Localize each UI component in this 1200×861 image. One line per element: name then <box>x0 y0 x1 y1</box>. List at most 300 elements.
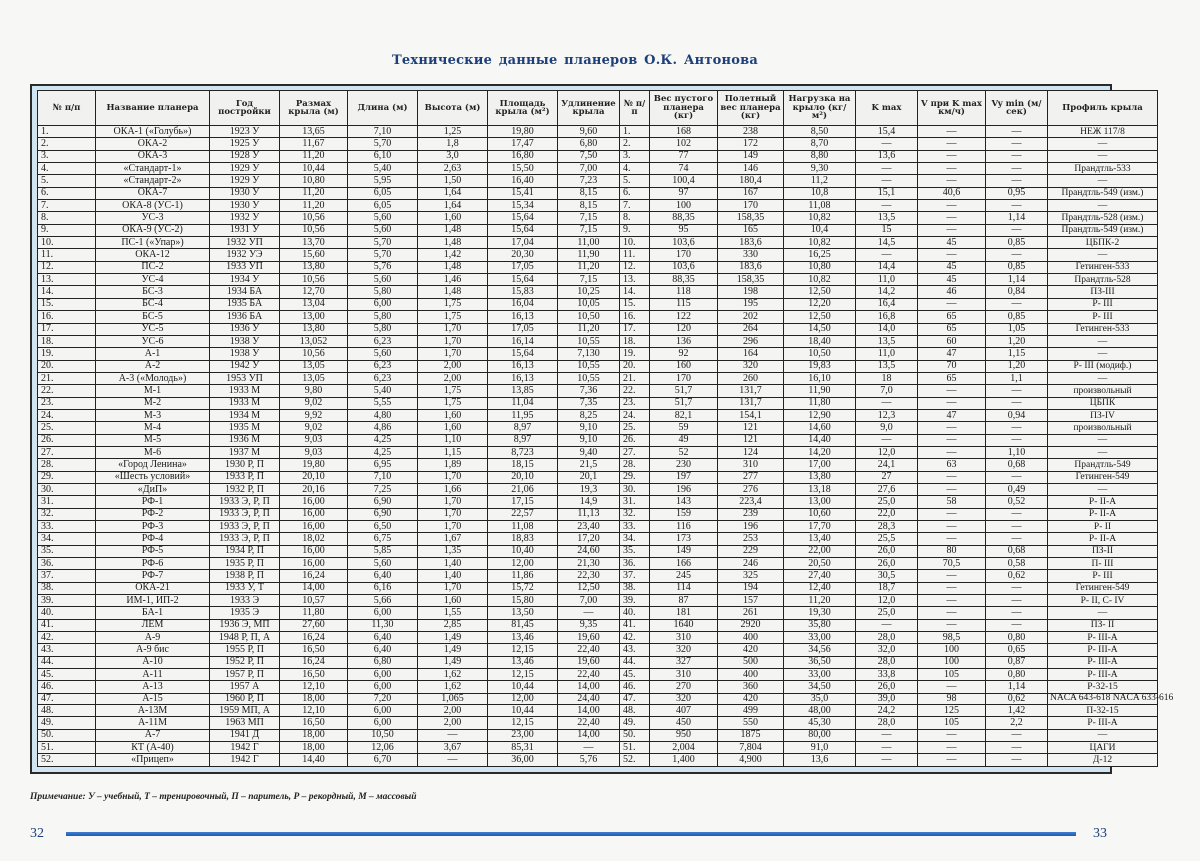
row-number-2-cell: 40. <box>620 607 650 619</box>
wing-area-cell: 17,15 <box>488 496 558 508</box>
v-at-kmax-cell: 105 <box>918 669 986 681</box>
build-year-cell: 1932 Р, П <box>210 483 280 495</box>
height-cell: 1,70 <box>418 323 488 335</box>
height-cell: 1,35 <box>418 545 488 557</box>
flight-weight-cell: 239 <box>718 508 784 520</box>
empty-weight-cell: 170 <box>650 249 718 261</box>
length-cell: 6,16 <box>348 582 418 594</box>
empty-weight-cell: 407 <box>650 705 718 717</box>
wingspan-cell: 12,10 <box>280 705 348 717</box>
col-header-no2: № п/п <box>620 91 650 126</box>
length-cell: 7,20 <box>348 693 418 704</box>
vy-min-cell: 1,20 <box>986 360 1048 372</box>
flight-weight-cell: 131,7 <box>718 397 784 409</box>
wing-profile-cell: Р- III-А <box>1048 669 1158 681</box>
empty-weight-cell: 181 <box>650 607 718 619</box>
row-number-2-cell: 25. <box>620 422 650 434</box>
row-number-2-cell: 46. <box>620 681 650 693</box>
kmax-cell: 12,0 <box>856 446 918 458</box>
height-cell: 1,60 <box>418 409 488 421</box>
kmax-cell: 15,1 <box>856 187 918 199</box>
build-year-cell: 1933 Э, Р, П <box>210 533 280 545</box>
glider-name-cell: А-1 <box>96 348 210 360</box>
wing-loading-cell: 14,20 <box>784 446 856 458</box>
empty-weight-cell: 100,4 <box>650 175 718 187</box>
length-cell: 5,60 <box>348 274 418 286</box>
wing-loading-cell: 14,40 <box>784 434 856 446</box>
wing-profile-cell: — <box>1048 483 1158 495</box>
vy-min-cell: 0,85 <box>986 261 1048 273</box>
row-number-cell: 14. <box>38 286 96 298</box>
table-frame <box>30 84 1174 774</box>
row-number-2-cell: 6. <box>620 187 650 199</box>
wing-area-cell: 11,04 <box>488 397 558 409</box>
wing-profile-cell: — <box>1048 249 1158 261</box>
glider-name-cell: РФ-5 <box>96 545 210 557</box>
aspect-ratio-cell: 11,20 <box>558 261 620 273</box>
vy-min-cell: 1,14 <box>986 681 1048 693</box>
wingspan-cell: 27,60 <box>280 619 348 631</box>
wing-loading-cell: 12,90 <box>784 409 856 421</box>
empty-weight-cell: 114 <box>650 582 718 594</box>
wingspan-cell: 16,24 <box>280 632 348 644</box>
table-row <box>38 261 1158 273</box>
row-number-cell: 40. <box>38 607 96 619</box>
row-number-2-cell: 20. <box>620 360 650 372</box>
wing-area-cell: 20,10 <box>488 471 558 483</box>
wing-loading-cell: 33,00 <box>784 669 856 681</box>
aspect-ratio-cell: 24,40 <box>558 693 620 704</box>
wing-area-cell: 13,46 <box>488 656 558 668</box>
build-year-cell: 1930 У <box>210 187 280 199</box>
height-cell: 1,70 <box>418 348 488 360</box>
build-year-cell: 1942 Г <box>210 742 280 754</box>
empty-weight-cell: 51,7 <box>650 397 718 409</box>
height-cell: 1,50 <box>418 175 488 187</box>
flight-weight-cell: 121 <box>718 422 784 434</box>
wingspan-cell: 9,02 <box>280 422 348 434</box>
kmax-cell: — <box>856 619 918 631</box>
flight-weight-cell: 246 <box>718 558 784 570</box>
row-number-2-cell: 18. <box>620 335 650 347</box>
row-number-cell: 26. <box>38 434 96 446</box>
col-header-length: Длина (м) <box>348 91 418 126</box>
v-at-kmax-cell: — <box>918 385 986 397</box>
wing-area-cell: 36,00 <box>488 754 558 767</box>
height-cell: 1,64 <box>418 187 488 199</box>
v-at-kmax-cell: 45 <box>918 237 986 249</box>
v-at-kmax-cell: — <box>918 754 986 767</box>
build-year-cell: 1942 Г <box>210 754 280 767</box>
table-row <box>38 693 1158 704</box>
vy-min-cell: 0,65 <box>986 644 1048 656</box>
length-cell: 7,10 <box>348 126 418 138</box>
vy-min-cell: 1,10 <box>986 446 1048 458</box>
wing-profile-cell: NACA 643-618 NACA 633-616 <box>1048 693 1158 704</box>
kmax-cell: 14,0 <box>856 323 918 335</box>
glider-name-cell: «Прицеп» <box>96 754 210 767</box>
table-row <box>38 311 1158 323</box>
glider-name-cell: А-2 <box>96 360 210 372</box>
kmax-cell: — <box>856 754 918 767</box>
glider-name-cell: ОКА-2 <box>96 138 210 150</box>
wing-area-cell: 8,97 <box>488 434 558 446</box>
aspect-ratio-cell: 11,20 <box>558 323 620 335</box>
table-row <box>38 619 1158 631</box>
v-at-kmax-cell: — <box>918 595 986 607</box>
wing-profile-cell: Прандтль-528 <box>1048 274 1158 286</box>
row-number-cell: 37. <box>38 570 96 582</box>
kmax-cell: — <box>856 742 918 754</box>
row-number-cell: 20. <box>38 360 96 372</box>
row-number-cell: 30. <box>38 483 96 495</box>
wing-area-cell: 85,31 <box>488 742 558 754</box>
wing-loading-cell: 12,20 <box>784 298 856 310</box>
build-year-cell: 1934 Р, П <box>210 545 280 557</box>
v-at-kmax-cell: 70 <box>918 360 986 372</box>
row-number-2-cell: 33. <box>620 521 650 533</box>
empty-weight-cell: 82,1 <box>650 409 718 421</box>
length-cell: 5,85 <box>348 545 418 557</box>
wing-loading-cell: 19,83 <box>784 360 856 372</box>
wingspan-cell: 15,60 <box>280 249 348 261</box>
row-number-cell: 52. <box>38 754 96 767</box>
table-row <box>38 681 1158 693</box>
wing-loading-cell: 14,60 <box>784 422 856 434</box>
table-row <box>38 434 1158 446</box>
build-year-cell: 1952 Р, П <box>210 656 280 668</box>
row-number-cell: 7. <box>38 200 96 212</box>
length-cell: 5,60 <box>348 212 418 224</box>
aspect-ratio-cell: 9,60 <box>558 126 620 138</box>
row-number-2-cell: 36. <box>620 558 650 570</box>
wing-loading-cell: 17,70 <box>784 521 856 533</box>
flight-weight-cell: 276 <box>718 483 784 495</box>
vy-min-cell: — <box>986 729 1048 741</box>
wing-profile-cell: Р- II-А <box>1048 508 1158 520</box>
length-cell: 5,76 <box>348 261 418 273</box>
flight-weight-cell: 320 <box>718 360 784 372</box>
table-row <box>38 335 1158 347</box>
aspect-ratio-cell: 5,76 <box>558 754 620 767</box>
aspect-ratio-cell: 17,20 <box>558 533 620 545</box>
wingspan-cell: 11,20 <box>280 200 348 212</box>
glider-name-cell: РФ-3 <box>96 521 210 533</box>
flight-weight-cell: 499 <box>718 705 784 717</box>
row-number-2-cell: 30. <box>620 483 650 495</box>
vy-min-cell: — <box>986 619 1048 631</box>
wing-loading-cell: 34,56 <box>784 644 856 656</box>
v-at-kmax-cell: — <box>918 533 986 545</box>
wingspan-cell: 11,80 <box>280 607 348 619</box>
empty-weight-cell: 88,35 <box>650 212 718 224</box>
length-cell: 5,55 <box>348 397 418 409</box>
vy-min-cell: — <box>986 533 1048 545</box>
kmax-cell: — <box>856 200 918 212</box>
wing-loading-cell: 19,30 <box>784 607 856 619</box>
length-cell: 10,50 <box>348 729 418 741</box>
flight-weight-cell: 194 <box>718 582 784 594</box>
wing-profile-cell: — <box>1048 200 1158 212</box>
row-number-2-cell: 13. <box>620 274 650 286</box>
table-row <box>38 754 1158 767</box>
wing-area-cell: 15,34 <box>488 200 558 212</box>
table-body <box>38 125 1174 767</box>
build-year-cell: 1933 Э, Р, П <box>210 508 280 520</box>
length-cell: 5,60 <box>348 348 418 360</box>
vy-min-cell: 0,68 <box>986 459 1048 471</box>
row-number-2-cell: 12. <box>620 261 650 273</box>
height-cell: 1,40 <box>418 570 488 582</box>
wingspan-cell: 9,03 <box>280 446 348 458</box>
height-cell: 1,89 <box>418 459 488 471</box>
empty-weight-cell: 310 <box>650 632 718 644</box>
col-header-v-kmax: V при K max км/ч) <box>918 91 986 126</box>
wing-loading-cell: 35,80 <box>784 619 856 631</box>
row-number-cell: 42. <box>38 632 96 644</box>
empty-weight-cell: 149 <box>650 545 718 557</box>
table-row <box>38 286 1158 298</box>
vy-min-cell: 0,80 <box>986 669 1048 681</box>
aspect-ratio-cell: 7,36 <box>558 385 620 397</box>
wing-profile-cell: Р- III <box>1048 311 1158 323</box>
v-at-kmax-cell: — <box>918 200 986 212</box>
aspect-ratio-cell: 10,55 <box>558 372 620 384</box>
glider-name-cell: М-2 <box>96 397 210 409</box>
empty-weight-cell: 49 <box>650 434 718 446</box>
vy-min-cell: 0,87 <box>986 656 1048 668</box>
kmax-cell: — <box>856 397 918 409</box>
build-year-cell: 1930 Р, П <box>210 459 280 471</box>
table-row <box>38 163 1158 175</box>
aspect-ratio-cell: 14,9 <box>558 496 620 508</box>
vy-min-cell: 0,62 <box>986 693 1048 704</box>
table-row <box>38 187 1158 199</box>
row-number-2-cell: 3. <box>620 150 650 162</box>
empty-weight-cell: 88,35 <box>650 274 718 286</box>
vy-min-cell: — <box>986 150 1048 162</box>
build-year-cell: 1934 М <box>210 409 280 421</box>
row-number-cell: 6. <box>38 187 96 199</box>
wing-loading-cell: 13,40 <box>784 533 856 545</box>
kmax-cell: 27 <box>856 471 918 483</box>
build-year-cell: 1955 Р, П <box>210 644 280 656</box>
empty-weight-cell: 59 <box>650 422 718 434</box>
flight-weight-cell: 277 <box>718 471 784 483</box>
row-number-cell: 13. <box>38 274 96 286</box>
wing-profile-cell: — <box>1048 348 1158 360</box>
row-number-2-cell: 23. <box>620 397 650 409</box>
v-at-kmax-cell: 40,6 <box>918 187 986 199</box>
wing-loading-cell: 20,50 <box>784 558 856 570</box>
glider-name-cell: РФ-6 <box>96 558 210 570</box>
v-at-kmax-cell: 65 <box>918 323 986 335</box>
vy-min-cell: 1,14 <box>986 274 1048 286</box>
table-row <box>38 582 1158 594</box>
aspect-ratio-cell: 14,00 <box>558 705 620 717</box>
wingspan-cell: 13,80 <box>280 261 348 273</box>
aspect-ratio-cell: 10,50 <box>558 311 620 323</box>
aspect-ratio-cell: 9,35 <box>558 619 620 631</box>
empty-weight-cell: 159 <box>650 508 718 520</box>
height-cell: 1,62 <box>418 681 488 693</box>
glider-name-cell: А-11М <box>96 717 210 729</box>
glider-name-cell: ОКА-9 (УС-2) <box>96 224 210 236</box>
vy-min-cell: — <box>986 471 1048 483</box>
flight-weight-cell: 121 <box>718 434 784 446</box>
empty-weight-cell: 1640 <box>650 619 718 631</box>
col-header-empty-weight: Вес пустого планера (кг) <box>650 91 718 126</box>
flight-weight-cell: 261 <box>718 607 784 619</box>
row-number-2-cell: 43. <box>620 644 650 656</box>
row-number-cell: 4. <box>38 163 96 175</box>
wingspan-cell: 16,00 <box>280 508 348 520</box>
height-cell: 1,25 <box>418 126 488 138</box>
glider-name-cell: А-9 бис <box>96 644 210 656</box>
wing-area-cell: 16,13 <box>488 360 558 372</box>
row-number-cell: 12. <box>38 261 96 273</box>
empty-weight-cell: 168 <box>650 126 718 138</box>
kmax-cell: — <box>856 138 918 150</box>
v-at-kmax-cell: 46 <box>918 286 986 298</box>
vy-min-cell: — <box>986 138 1048 150</box>
height-cell: 1,66 <box>418 483 488 495</box>
length-cell: 6,70 <box>348 754 418 767</box>
row-number-2-cell: 49. <box>620 717 650 729</box>
height-cell: 1,70 <box>418 496 488 508</box>
flight-weight-cell: 167 <box>718 187 784 199</box>
table-row <box>38 249 1158 261</box>
aspect-ratio-cell: 20,1 <box>558 471 620 483</box>
wing-loading-cell: 91,0 <box>784 742 856 754</box>
wing-profile-cell: — <box>1048 434 1158 446</box>
empty-weight-cell: 230 <box>650 459 718 471</box>
build-year-cell: 1936 У <box>210 323 280 335</box>
empty-weight-cell: 87 <box>650 595 718 607</box>
glider-name-cell: А-7 <box>96 729 210 741</box>
height-cell: 1,10 <box>418 434 488 446</box>
length-cell: 6,75 <box>348 533 418 545</box>
row-number-2-cell: 51. <box>620 742 650 754</box>
wing-area-cell: 18,15 <box>488 459 558 471</box>
wing-profile-cell: Р- III-А <box>1048 656 1158 668</box>
wing-profile-cell: ЦБПК <box>1048 397 1158 409</box>
flight-weight-cell: 325 <box>718 570 784 582</box>
v-at-kmax-cell: 45 <box>918 261 986 273</box>
glider-name-cell: РФ-4 <box>96 533 210 545</box>
row-number-2-cell: 21. <box>620 372 650 384</box>
table-row <box>38 632 1158 644</box>
row-number-2-cell: 47. <box>620 693 650 704</box>
length-cell: 6,23 <box>348 360 418 372</box>
wing-loading-cell: 8,50 <box>784 126 856 138</box>
wing-loading-cell: 10,80 <box>784 261 856 273</box>
wing-profile-cell: Р- III <box>1048 570 1158 582</box>
build-year-cell: 1957 А <box>210 681 280 693</box>
row-number-2-cell: 39. <box>620 595 650 607</box>
v-at-kmax-cell: 125 <box>918 705 986 717</box>
table-row <box>38 570 1158 582</box>
build-year-cell: 1941 Д <box>210 729 280 741</box>
page-number-right: 33 <box>1093 826 1107 841</box>
row-number-2-cell: 52. <box>620 754 650 767</box>
aspect-ratio-cell: 19,3 <box>558 483 620 495</box>
vy-min-cell: 1,1 <box>986 372 1048 384</box>
wingspan-cell: 10,56 <box>280 348 348 360</box>
wing-area-cell: 10,44 <box>488 681 558 693</box>
wingspan-cell: 20,16 <box>280 483 348 495</box>
row-number-2-cell: 41. <box>620 619 650 631</box>
build-year-cell: 1934 БА <box>210 286 280 298</box>
vy-min-cell: 0,95 <box>986 187 1048 199</box>
v-at-kmax-cell: — <box>918 397 986 409</box>
table-row <box>38 533 1158 545</box>
row-number-2-cell: 2. <box>620 138 650 150</box>
build-year-cell: 1959 МП, А <box>210 705 280 717</box>
row-number-2-cell: 29. <box>620 471 650 483</box>
table-row <box>38 558 1158 570</box>
build-year-cell: 1936 М <box>210 434 280 446</box>
height-cell: 1,42 <box>418 249 488 261</box>
wingspan-cell: 18,00 <box>280 693 348 704</box>
empty-weight-cell: 143 <box>650 496 718 508</box>
flight-weight-cell: 164 <box>718 348 784 360</box>
build-year-cell: 1933 М <box>210 385 280 397</box>
vy-min-cell: 1,14 <box>986 212 1048 224</box>
wing-area-cell: 17,04 <box>488 237 558 249</box>
row-number-2-cell: 42. <box>620 632 650 644</box>
kmax-cell: 11,0 <box>856 348 918 360</box>
wingspan-cell: 10,44 <box>280 163 348 175</box>
glider-name-cell: УС-4 <box>96 274 210 286</box>
empty-weight-cell: 173 <box>650 533 718 545</box>
wing-area-cell: 15,41 <box>488 187 558 199</box>
col-header-height: Высота (м) <box>418 91 488 126</box>
glider-name-cell: БС-5 <box>96 311 210 323</box>
flight-weight-cell: 202 <box>718 311 784 323</box>
row-number-2-cell: 15. <box>620 298 650 310</box>
flight-weight-cell: 180,4 <box>718 175 784 187</box>
row-number-cell: 45. <box>38 669 96 681</box>
height-cell: 1,48 <box>418 261 488 273</box>
flight-weight-cell: 260 <box>718 372 784 384</box>
wing-loading-cell: 16,25 <box>784 249 856 261</box>
aspect-ratio-cell: 14,00 <box>558 681 620 693</box>
page-number-left: 32 <box>30 826 44 841</box>
wingspan-cell: 12,10 <box>280 681 348 693</box>
length-cell: 11,30 <box>348 619 418 631</box>
wingspan-cell: 13,70 <box>280 237 348 249</box>
glider-specs-table <box>37 90 1174 767</box>
v-at-kmax-cell: 58 <box>918 496 986 508</box>
build-year-cell: 1953 УП <box>210 372 280 384</box>
row-number-2-cell: 7. <box>620 200 650 212</box>
flight-weight-cell: 400 <box>718 669 784 681</box>
wing-area-cell: 15,50 <box>488 163 558 175</box>
table-row <box>38 705 1158 717</box>
v-at-kmax-cell: 100 <box>918 644 986 656</box>
wing-area-cell: 17,47 <box>488 138 558 150</box>
row-number-cell: 36. <box>38 558 96 570</box>
row-number-2-cell: 10. <box>620 237 650 249</box>
wing-profile-cell: Р- III <box>1048 298 1158 310</box>
wingspan-cell: 13,65 <box>280 126 348 138</box>
kmax-cell: 24,1 <box>856 459 918 471</box>
aspect-ratio-cell: 10,55 <box>558 335 620 347</box>
wing-loading-cell: 11,80 <box>784 397 856 409</box>
vy-min-cell: — <box>986 508 1048 520</box>
build-year-cell: 1935 Э <box>210 607 280 619</box>
